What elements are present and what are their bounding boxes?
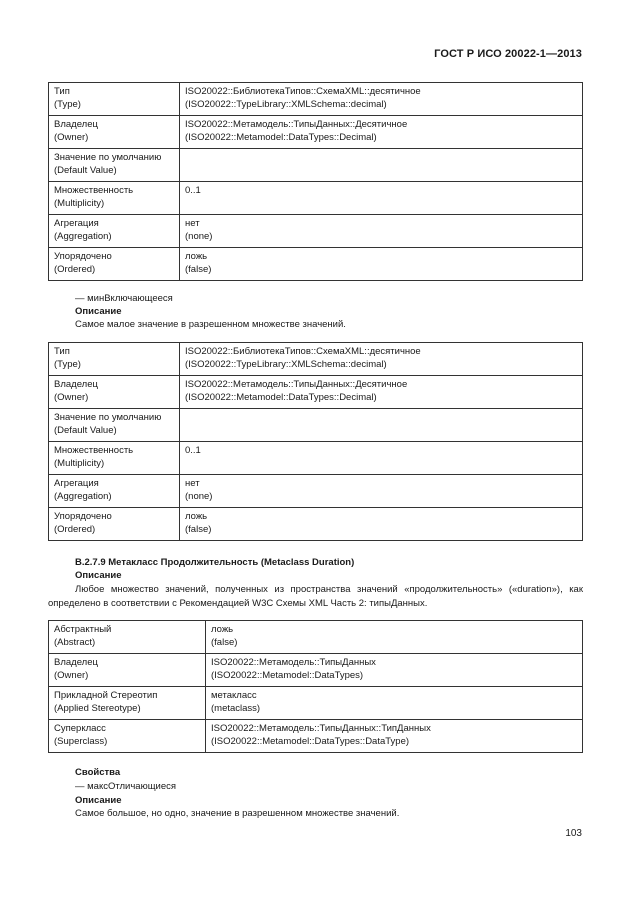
property-value-cell: ISO20022::Метамодель::ТипыДанных::Десятичное (ISO20022::Metamodel::DataTypes::Decimal)	[180, 376, 583, 409]
property-name-cell: Агрегация (Aggregation)	[49, 475, 180, 508]
table-row	[49, 654, 583, 687]
table-row	[49, 720, 583, 753]
table-row	[49, 343, 583, 376]
table-row	[49, 182, 583, 215]
property-item: — максОтличающиеся	[75, 781, 177, 792]
table-row	[49, 116, 583, 149]
property-name-cell: Владелец (Owner)	[49, 654, 206, 687]
property-value-cell: ложь (false)	[206, 621, 583, 654]
property-name-cell: Прикладной Стереотип (Applied Stereotype)	[49, 687, 206, 720]
attributes-table-2	[48, 342, 583, 541]
property-name-cell: Значение по умолчанию (Default Value)	[49, 149, 180, 182]
description-heading: Описание	[75, 795, 122, 806]
property-value-cell: нет (none)	[180, 215, 583, 248]
table-row	[49, 687, 583, 720]
table-row	[49, 442, 583, 475]
description-heading: Описание	[75, 570, 122, 581]
table-row	[49, 376, 583, 409]
property-name-cell: Владелец (Owner)	[49, 116, 180, 149]
property-name-cell: Тип (Type)	[49, 83, 180, 116]
table-row	[49, 508, 583, 541]
property-name-cell: Абстрактный (Abstract)	[49, 621, 206, 654]
description-text: Самое малое значение в разрешенном множестве значений.	[75, 319, 346, 330]
property-name-cell: Множественность (Multiplicity)	[49, 442, 180, 475]
property-value-cell	[180, 149, 583, 182]
property-name-cell: Упорядочено (Ordered)	[49, 508, 180, 541]
attributes-table-1	[48, 82, 583, 281]
property-value-cell: ISO20022::Метамодель::ТипыДанных::Десятичное (ISO20022::Metamodel::DataTypes::Decimal)	[180, 116, 583, 149]
property-value-cell: 0..1	[180, 182, 583, 215]
property-name-cell: Множественность (Multiplicity)	[49, 182, 180, 215]
property-value-cell: ложь (false)	[180, 508, 583, 541]
table-row	[49, 149, 583, 182]
property-value-cell: ложь (false)	[180, 248, 583, 281]
property-name-cell: Суперкласс (Superclass)	[49, 720, 206, 753]
property-value-cell: ISO20022::Метамодель::ТипыДанных (ISO20022::Metamodel::DataTypes)	[206, 654, 583, 687]
property-value-cell: метакласс (metaclass)	[206, 687, 583, 720]
page-number: 103	[565, 828, 582, 839]
property-value-cell: ISO20022::БиблиотекаТипов::СхемаXML::десятичное (ISO20022::TypeLibrary::XMLSchema::decimal)	[180, 83, 583, 116]
property-item: — минВключающееся	[75, 293, 173, 304]
property-value-cell	[180, 409, 583, 442]
property-name-cell: Тип (Type)	[49, 343, 180, 376]
property-value-cell: 0..1	[180, 442, 583, 475]
property-name-cell: Владелец (Owner)	[49, 376, 180, 409]
table-row	[49, 621, 583, 654]
properties-heading: Свойства	[75, 767, 121, 778]
description-heading: Описание	[75, 306, 122, 317]
property-value-cell: ISO20022::БиблиотекаТипов::СхемаXML::десятичное (ISO20022::TypeLibrary::XMLSchema::decimal)	[180, 343, 583, 376]
metaclass-table	[48, 620, 583, 753]
document-header: ГОСТ Р ИСО 20022-1—2013	[434, 48, 582, 60]
table-row	[49, 475, 583, 508]
description-paragraph: Любое множество значений, полученных из пространства значений «продолжительность» («duration»), как определено в соответствии с Рекомендацией W3C Схемы XML Часть 2: типыДанных.	[48, 584, 583, 609]
property-name-cell: Агрегация (Aggregation)	[49, 215, 180, 248]
property-value-cell: нет (none)	[180, 475, 583, 508]
table-row	[49, 409, 583, 442]
property-name-cell: Упорядочено (Ordered)	[49, 248, 180, 281]
table-row	[49, 83, 583, 116]
table-row	[49, 248, 583, 281]
table-row	[49, 215, 583, 248]
property-name-cell: Значение по умолчанию (Default Value)	[49, 409, 180, 442]
section-heading: В.2.7.9 Метакласс Продолжительность (Metaclass Duration)	[75, 557, 355, 568]
description-text: Самое большое, но одно, значение в разрешенном множестве значений.	[75, 808, 400, 819]
property-value-cell: ISO20022::Метамодель::ТипыДанных::ТипДанных (ISO20022::Metamodel::DataTypes::DataType)	[206, 720, 583, 753]
